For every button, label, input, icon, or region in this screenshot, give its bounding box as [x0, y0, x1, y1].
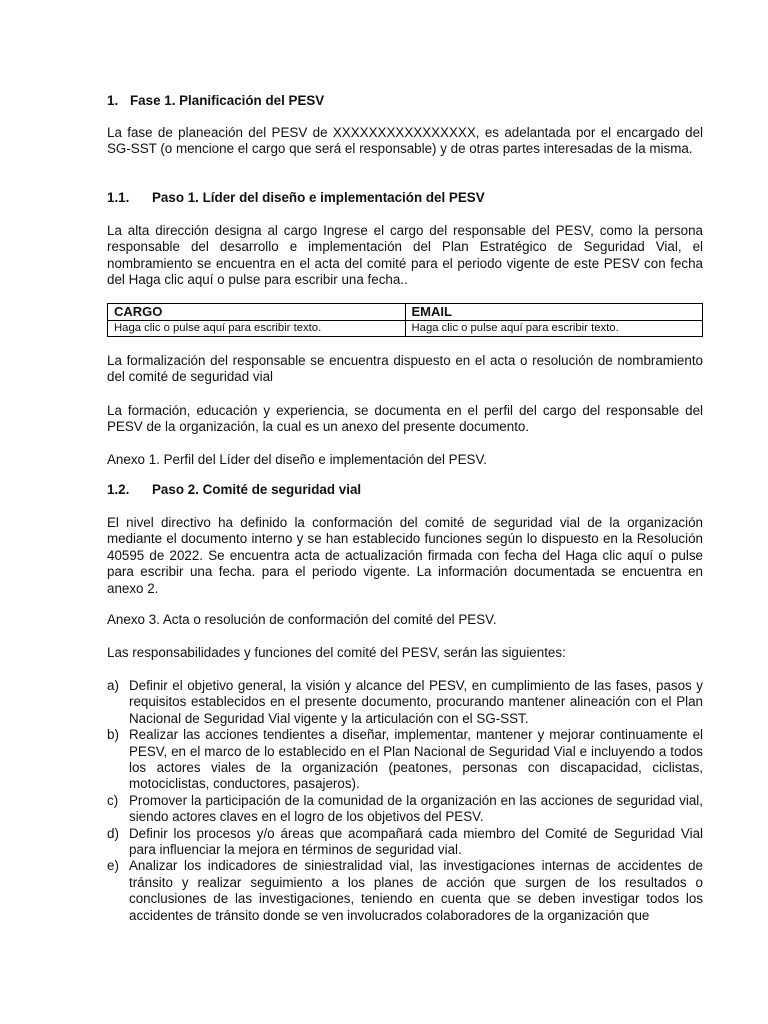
list-item: [107, 826, 703, 859]
step1-title: Paso 1. Líder del diseño e implementación del PESV: [152, 190, 485, 205]
table-header-email: EMAIL: [405, 304, 703, 321]
list-item: [107, 793, 703, 826]
responsible-table: [107, 303, 703, 337]
formalization-paragraph: La formalización del responsable se encuentra dispuesto en el acta o resolución de nombramiento del comité de seguridad vial: [107, 353, 703, 385]
list-marker: c): [107, 792, 119, 808]
step1-heading: [107, 190, 703, 206]
section-intro-paragraph: La fase de planeación del PESV de XXXXXXXXXXXXXXXX, es adelantada por el encargado del SG-SST (o mencione el cargo que será el responsable) y de otras partes interesadas de la misma.: [107, 125, 703, 157]
responsibilities-intro: Las responsabilidades y funciones del comité del PESV, serán las siguientes:: [107, 645, 566, 660]
step2-title: Paso 2. Comité de seguridad vial: [152, 482, 362, 497]
list-item-text: Definir el objetivo general, la visión y alcance del PESV, en cumplimiento de las fases, pasos y requisitos establecidos en el presente documento, procurando mantener alineación con el Plan Nacional de Seguridad Vial vigente y la articulación con el SG-SST.: [129, 678, 703, 726]
cargo-field[interactable]: Haga clic o pulse aquí para escribir texto.: [108, 321, 406, 337]
responsibilities-list: [107, 678, 703, 924]
section-title: Fase 1. Planificación del PESV: [130, 93, 325, 108]
step2-number: 1.2.: [107, 482, 130, 497]
annex3-line: Anexo 3. Acta o resolución de conformación del comité del PESV.: [107, 612, 497, 627]
list-item: [107, 858, 703, 924]
step1-paragraph: La alta dirección designa al cargo Ingrese el cargo del responsable del PESV, como la persona responsable del desarrollo e implementación del Plan Estratégico de Seguridad Vial, el nombramiento se encuentra en el acta del comité para el periodo vigente de este PESV con fecha del Haga clic aquí o pulse para escribir una fecha..: [107, 223, 703, 288]
list-item-text: Analizar los indicadores de siniestralidad vial, las investigaciones internas de accidentes de tránsito y realizar seguimiento a los planes de acción que surgen de los resultados o conclusiones de las investigaciones, teniendo en cuenta que se deben investigar todos los accidentes de tránsito donde se ven involucrados colaboradores de la organización que: [129, 858, 703, 923]
list-item: [107, 678, 703, 727]
table-row: [108, 321, 703, 337]
table-header-row: [108, 304, 703, 321]
annex1-line: Anexo 1. Perfil del Líder del diseño e implementación del PESV.: [107, 452, 487, 467]
section-heading: [107, 93, 703, 109]
list-marker: e): [107, 858, 119, 874]
list-item-text: Realizar las acciones tendientes a diseñar, implementar, mantener y mejorar continuamente el PESV, en el marco de lo establecido en el Plan Nacional de Seguridad Vial e incluyendo a todos los actores viales de la organización (peatones, personas con discapacidad, ciclistas, motociclistas, conductores, pasajeros).: [129, 727, 703, 792]
section-number: 1.: [107, 93, 119, 108]
step2-paragraph: El nivel directivo ha definido la conformación del comité de seguridad vial de la organización mediante el documento interno y se han establecido funciones según lo dispuesto en la Resolución 40595 de 2022. Se encuentra acta de actualización firmada con fecha del Haga clic aquí o pulse para escribir una fecha. para el periodo vigente. La información documentada se encuentra en anexo 2.: [107, 515, 703, 596]
training-paragraph: La formación, educación y experiencia, se documenta en el perfil del cargo del responsable del PESV de la organización, la cual es un anexo del presente documento.: [107, 403, 703, 435]
table-header-cargo: CARGO: [108, 304, 406, 321]
list-marker: b): [107, 727, 119, 743]
list-item-text: Definir los procesos y/o áreas que acompañará cada miembro del Comité de Seguridad Vial para influenciar la mejora en términos de seguridad vial.: [129, 825, 703, 858]
list-marker: a): [107, 678, 119, 693]
list-item: [107, 727, 703, 793]
list-item-text: Promover la participación de la comunidad de la organización en las acciones de seguridad vial, siendo actores claves en el logro de los objetivos del PESV.: [129, 792, 703, 825]
step2-heading: [107, 482, 703, 498]
email-field[interactable]: Haga clic o pulse aquí para escribir texto.: [405, 321, 703, 337]
step1-number: 1.1.: [107, 190, 130, 205]
list-marker: d): [107, 825, 119, 841]
